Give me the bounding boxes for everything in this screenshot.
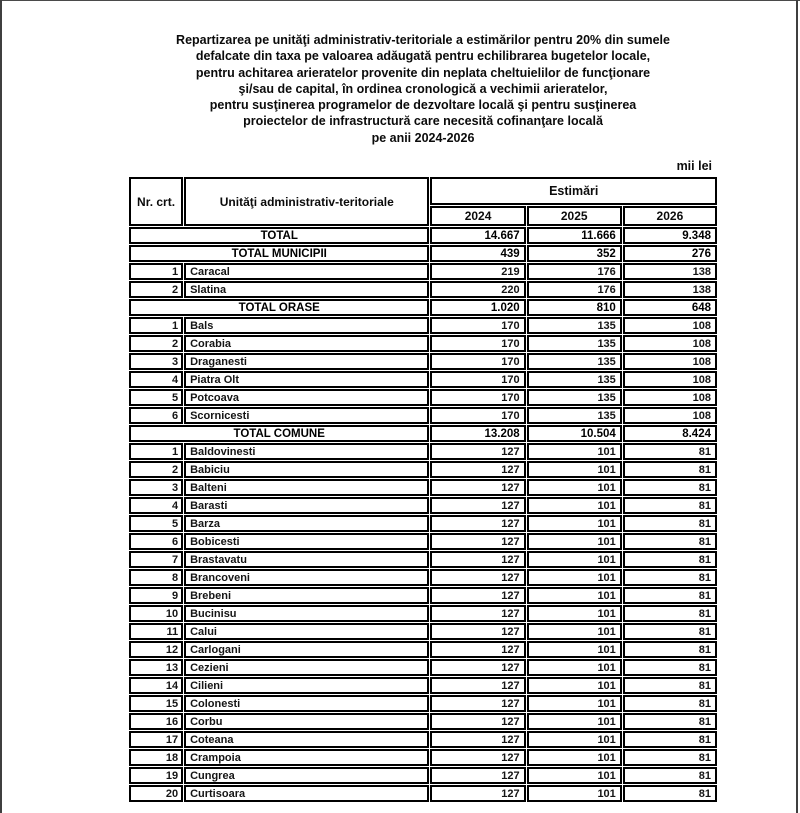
row-nr: 5	[129, 389, 183, 406]
row-value: 81	[623, 641, 717, 658]
row-name: Coteana	[184, 731, 429, 748]
row-value: 352	[527, 245, 622, 262]
row-nr: 4	[129, 371, 183, 388]
row-value: 81	[623, 497, 717, 514]
table-row	[129, 443, 717, 460]
row-value: 176	[527, 263, 622, 280]
row-value: 810	[527, 299, 622, 316]
row-nr: 20	[129, 785, 183, 802]
row-value: 108	[623, 371, 717, 388]
row-value: 127	[430, 443, 525, 460]
row-value: 127	[430, 497, 525, 514]
table-row	[129, 749, 717, 766]
row-value: 108	[623, 407, 717, 424]
table-row	[129, 533, 717, 550]
row-value: 127	[430, 659, 525, 676]
row-value: 81	[623, 767, 717, 784]
table-body	[129, 227, 717, 802]
row-value: 127	[430, 533, 525, 550]
row-value: 101	[527, 605, 622, 622]
total-label: TOTAL MUNICIPII	[129, 245, 429, 262]
row-name: Barasti	[184, 497, 429, 514]
row-value: 127	[430, 605, 525, 622]
row-nr: 6	[129, 407, 183, 424]
page-content	[128, 0, 718, 803]
row-name: Potcoava	[184, 389, 429, 406]
row-value: 170	[430, 317, 525, 334]
row-nr: 1	[129, 443, 183, 460]
table-row	[129, 587, 717, 604]
table-row	[129, 605, 717, 622]
row-value: 81	[623, 461, 717, 478]
row-value: 81	[623, 623, 717, 640]
row-value: 101	[527, 695, 622, 712]
row-value: 127	[430, 587, 525, 604]
row-nr: 17	[129, 731, 183, 748]
row-value: 101	[527, 767, 622, 784]
total-label: TOTAL ORASE	[129, 299, 429, 316]
row-value: 170	[430, 407, 525, 424]
row-name: Corabia	[184, 335, 429, 352]
row-value: 276	[623, 245, 717, 262]
table-row	[129, 731, 717, 748]
table-row	[129, 551, 717, 568]
table-row	[129, 677, 717, 694]
row-value: 127	[430, 713, 525, 730]
row-name: Slatina	[184, 281, 429, 298]
row-value: 81	[623, 785, 717, 802]
row-value: 101	[527, 659, 622, 676]
row-value: 648	[623, 299, 717, 316]
row-name: Cezieni	[184, 659, 429, 676]
row-value: 11.666	[527, 227, 622, 244]
row-value: 108	[623, 389, 717, 406]
row-name: Calui	[184, 623, 429, 640]
row-value: 101	[527, 713, 622, 730]
row-value: 10.504	[527, 425, 622, 442]
row-value: 127	[430, 749, 525, 766]
row-name: Corbu	[184, 713, 429, 730]
total-row	[129, 227, 717, 244]
row-nr: 11	[129, 623, 183, 640]
row-name: Bucinisu	[184, 605, 429, 622]
row-value: 101	[527, 479, 622, 496]
document-title	[128, 32, 718, 146]
row-nr: 7	[129, 551, 183, 568]
table-header	[129, 177, 717, 226]
row-value: 81	[623, 677, 717, 694]
row-value: 138	[623, 263, 717, 280]
row-name: Carlogani	[184, 641, 429, 658]
table-row	[129, 263, 717, 280]
table-row	[129, 389, 717, 406]
table-row	[129, 317, 717, 334]
table-row	[129, 641, 717, 658]
row-nr: 4	[129, 497, 183, 514]
row-name: Caracal	[184, 263, 429, 280]
table-row	[129, 461, 717, 478]
table-row	[129, 767, 717, 784]
page-edge-left	[0, 0, 2, 813]
table-row	[129, 659, 717, 676]
row-value: 170	[430, 353, 525, 370]
row-value: 101	[527, 677, 622, 694]
row-value: 170	[430, 335, 525, 352]
row-value: 170	[430, 389, 525, 406]
row-name: Draganesti	[184, 353, 429, 370]
row-name: Scornicesti	[184, 407, 429, 424]
row-nr: 19	[129, 767, 183, 784]
header-row-top	[129, 177, 717, 205]
row-value: 101	[527, 749, 622, 766]
year-header-2026: 2026	[623, 206, 717, 226]
title-line: pentru susţinerea programelor de dezvoltare locală şi pentru susţinerea	[209, 98, 637, 113]
row-value: 220	[430, 281, 525, 298]
year-header-2025: 2025	[527, 206, 622, 226]
row-nr: 16	[129, 713, 183, 730]
row-nr: 14	[129, 677, 183, 694]
row-value: 81	[623, 479, 717, 496]
row-nr: 9	[129, 587, 183, 604]
row-value: 108	[623, 335, 717, 352]
row-value: 135	[527, 317, 622, 334]
row-value: 81	[623, 605, 717, 622]
row-value: 81	[623, 713, 717, 730]
row-value: 13.208	[430, 425, 525, 442]
row-nr: 12	[129, 641, 183, 658]
row-value: 101	[527, 515, 622, 532]
allocation-table	[128, 176, 718, 803]
row-nr: 2	[129, 461, 183, 478]
row-name: Brebeni	[184, 587, 429, 604]
row-name: Piatra Olt	[184, 371, 429, 388]
row-value: 439	[430, 245, 525, 262]
row-value: 81	[623, 659, 717, 676]
year-header-2024: 2024	[430, 206, 525, 226]
row-value: 81	[623, 551, 717, 568]
title-line: defalcate din taxa pe valoarea adăugată pentru echilibrarea bugetelor locale,	[195, 49, 651, 64]
table-row	[129, 497, 717, 514]
table-row	[129, 281, 717, 298]
row-value: 170	[430, 371, 525, 388]
row-name: Curtisoara	[184, 785, 429, 802]
row-value: 101	[527, 533, 622, 550]
row-value: 101	[527, 461, 622, 478]
row-nr: 3	[129, 353, 183, 370]
table-row	[129, 353, 717, 370]
row-name: Colonesti	[184, 695, 429, 712]
total-label: TOTAL	[129, 227, 429, 244]
row-nr: 8	[129, 569, 183, 586]
row-nr: 1	[129, 263, 183, 280]
page-edge-right	[796, 0, 798, 813]
row-value: 101	[527, 569, 622, 586]
total-row	[129, 425, 717, 442]
total-row	[129, 245, 717, 262]
table-row	[129, 371, 717, 388]
table-row	[129, 785, 717, 802]
row-name: Bobicesti	[184, 533, 429, 550]
title-line: pentru achitarea arieratelor provenite din neplata cheltuielilor de funcţionare	[195, 65, 651, 80]
row-value: 138	[623, 281, 717, 298]
table-row	[129, 515, 717, 532]
row-name: Baldovinesti	[184, 443, 429, 460]
table-row	[129, 623, 717, 640]
row-value: 219	[430, 263, 525, 280]
row-name: Cilieni	[184, 677, 429, 694]
table-row	[129, 695, 717, 712]
table-row	[129, 335, 717, 352]
total-label: TOTAL COMUNE	[129, 425, 429, 442]
row-nr: 2	[129, 335, 183, 352]
row-value: 127	[430, 695, 525, 712]
row-value: 127	[430, 731, 525, 748]
row-nr: 6	[129, 533, 183, 550]
row-name: Balteni	[184, 479, 429, 496]
row-value: 108	[623, 317, 717, 334]
row-name: Cungrea	[184, 767, 429, 784]
row-value: 101	[527, 443, 622, 460]
title-line: Repartizarea pe unităţi administrativ-teritoriale a estimărilor pentru 20% din sumele	[176, 33, 670, 47]
row-value: 81	[623, 443, 717, 460]
row-value: 14.667	[430, 227, 525, 244]
row-value: 127	[430, 677, 525, 694]
row-value: 101	[527, 641, 622, 658]
row-value: 101	[527, 497, 622, 514]
row-value: 108	[623, 353, 717, 370]
row-value: 176	[527, 281, 622, 298]
row-nr: 5	[129, 515, 183, 532]
title-line: pe anii 2024-2026	[371, 130, 475, 145]
title-line: şi/sau de capital, în ordinea cronologică a vechimii arieratelor,	[238, 81, 608, 96]
row-nr: 1	[129, 317, 183, 334]
row-nr: 10	[129, 605, 183, 622]
row-value: 127	[430, 623, 525, 640]
row-nr: 3	[129, 479, 183, 496]
row-nr: 2	[129, 281, 183, 298]
row-nr: 13	[129, 659, 183, 676]
row-value: 127	[430, 479, 525, 496]
total-row	[129, 299, 717, 316]
row-value: 127	[430, 461, 525, 478]
table-row	[129, 479, 717, 496]
row-name: Babiciu	[184, 461, 429, 478]
row-value: 9.348	[623, 227, 717, 244]
row-name: Barza	[184, 515, 429, 532]
row-value: 81	[623, 749, 717, 766]
row-value: 81	[623, 533, 717, 550]
estimari-header: Estimări	[430, 177, 717, 205]
row-value: 127	[430, 785, 525, 802]
row-value: 81	[623, 515, 717, 532]
row-value: 101	[527, 551, 622, 568]
row-value: 81	[623, 695, 717, 712]
table-row	[129, 713, 717, 730]
row-value: 127	[430, 767, 525, 784]
row-value: 135	[527, 335, 622, 352]
row-value: 127	[430, 515, 525, 532]
row-value: 135	[527, 407, 622, 424]
row-value: 1.020	[430, 299, 525, 316]
row-value: 81	[623, 569, 717, 586]
row-value: 101	[527, 731, 622, 748]
row-nr: 15	[129, 695, 183, 712]
nr-column-header: Nr. crt.	[129, 177, 183, 226]
row-value: 127	[430, 569, 525, 586]
row-name: Crampoia	[184, 749, 429, 766]
row-value: 127	[430, 551, 525, 568]
row-value: 81	[623, 731, 717, 748]
row-value: 101	[527, 623, 622, 640]
title-line: proiectelor de infrastructură care necesită cofinanţare locală	[243, 114, 603, 129]
row-value: 8.424	[623, 425, 717, 442]
row-value: 101	[527, 785, 622, 802]
row-value: 135	[527, 389, 622, 406]
uat-column-header: Unităţi administrativ-teritoriale	[184, 177, 429, 226]
table-row	[129, 569, 717, 586]
table-row	[129, 407, 717, 424]
row-nr: 18	[129, 749, 183, 766]
row-value: 101	[527, 587, 622, 604]
row-name: Bals	[184, 317, 429, 334]
row-value: 135	[527, 371, 622, 388]
unit-label: mii lei	[676, 159, 712, 174]
row-value: 81	[623, 587, 717, 604]
row-name: Brancoveni	[184, 569, 429, 586]
row-name: Brastavatu	[184, 551, 429, 568]
row-value: 135	[527, 353, 622, 370]
row-value: 127	[430, 641, 525, 658]
